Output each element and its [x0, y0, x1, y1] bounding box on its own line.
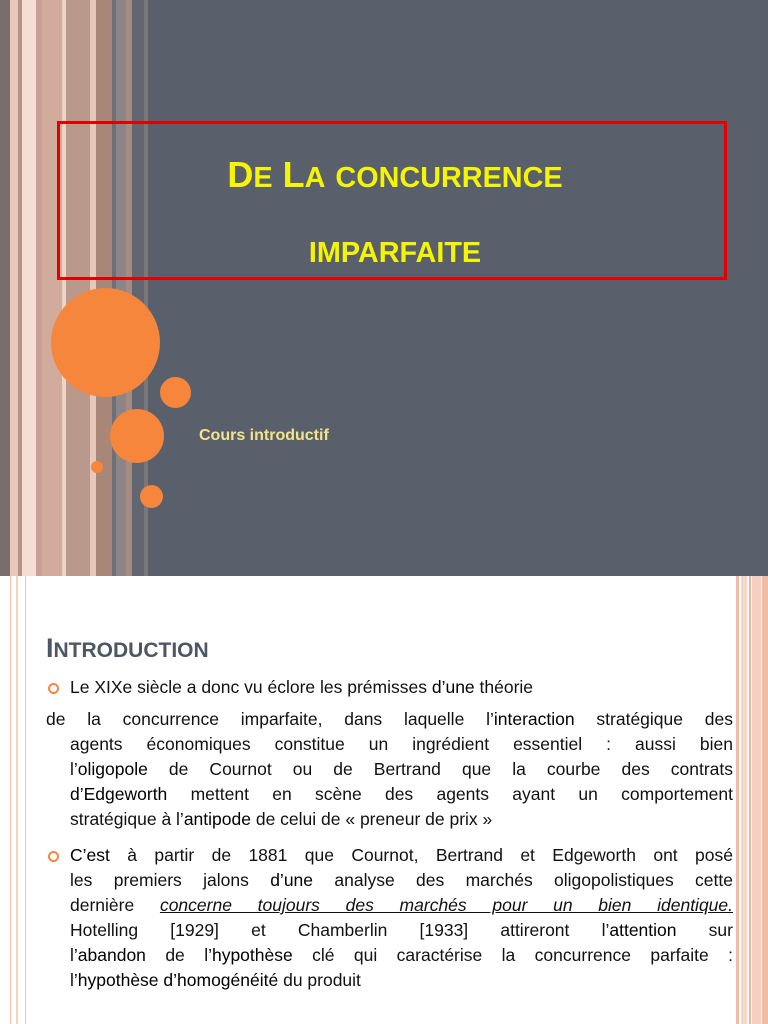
paragraph-line: d’Edgeworth mettent en scène des agents ayant un comportement — [70, 784, 733, 804]
decor-stripe — [10, 0, 18, 576]
decor-stripe — [66, 0, 90, 576]
paragraph-line: l’hypothèse d’homogénéité du produit — [70, 970, 361, 990]
paragraph-line: les premiers jalons d’une analyse des marchés oligopolistiques cette — [70, 870, 733, 890]
decor-line — [736, 576, 739, 1024]
decor-stripe — [42, 0, 62, 576]
decor-line — [762, 576, 768, 1024]
decor-line — [741, 576, 747, 1024]
decor-stripe — [116, 0, 126, 576]
paragraph-line: l’abandon de l’hypothèse clé qui caractérise la concurrence parfaite : — [70, 945, 734, 965]
decor-circle-medium — [110, 409, 164, 463]
paragraph-line: l’oligopole de Cournot ou de Bertrand que la courbe des contrats — [70, 759, 733, 779]
decor-line — [16, 576, 18, 1024]
paragraph-line: agents économiques constitue un ingrédient essentiel : aussi bien — [70, 734, 733, 754]
decor-circle-small — [140, 485, 163, 508]
slide-title-line2: IMPARFAITE — [308, 237, 482, 269]
title-frame — [57, 121, 727, 280]
decor-circle-dot — [91, 461, 103, 473]
paragraph-line: Le XIXe siècle a donc vu éclore les prémisses d’une théorie — [70, 677, 534, 697]
slide-title-line1: DE LA CONCURRENCE — [227, 154, 563, 195]
paragraph-line: Hotelling [1929] et Chamberlin [1933] attireront l’attention sur — [70, 920, 733, 940]
paragraph-line: de la concurrence imparfaite, dans laquelle l’interaction stratégique des — [46, 709, 734, 729]
decor-line — [25, 576, 26, 1024]
section-heading: INTRODUCTION — [46, 633, 209, 663]
decor-circle-large — [51, 288, 160, 397]
decor-line — [749, 576, 751, 1024]
bullet-icon — [48, 851, 59, 862]
paragraph-line: dernière concerne toujours des marchés pour un bien identique. — [70, 895, 734, 915]
paragraph-line: C’est à partir de 1881 que Cournot, Bertrand et Edgeworth ont posé — [70, 845, 733, 865]
decor-stripe — [22, 0, 36, 576]
slide-subtitle: Cours introductif — [199, 427, 329, 444]
decor-line — [10, 576, 11, 1024]
decor-stripe — [0, 0, 10, 576]
decor-line — [752, 576, 761, 1024]
bullet-icon — [48, 683, 59, 694]
introduction-slide — [0, 576, 768, 1024]
paragraph-line: stratégique à l’antipode de celui de « preneur de prix » — [70, 809, 493, 829]
decor-circle-small — [160, 377, 191, 408]
